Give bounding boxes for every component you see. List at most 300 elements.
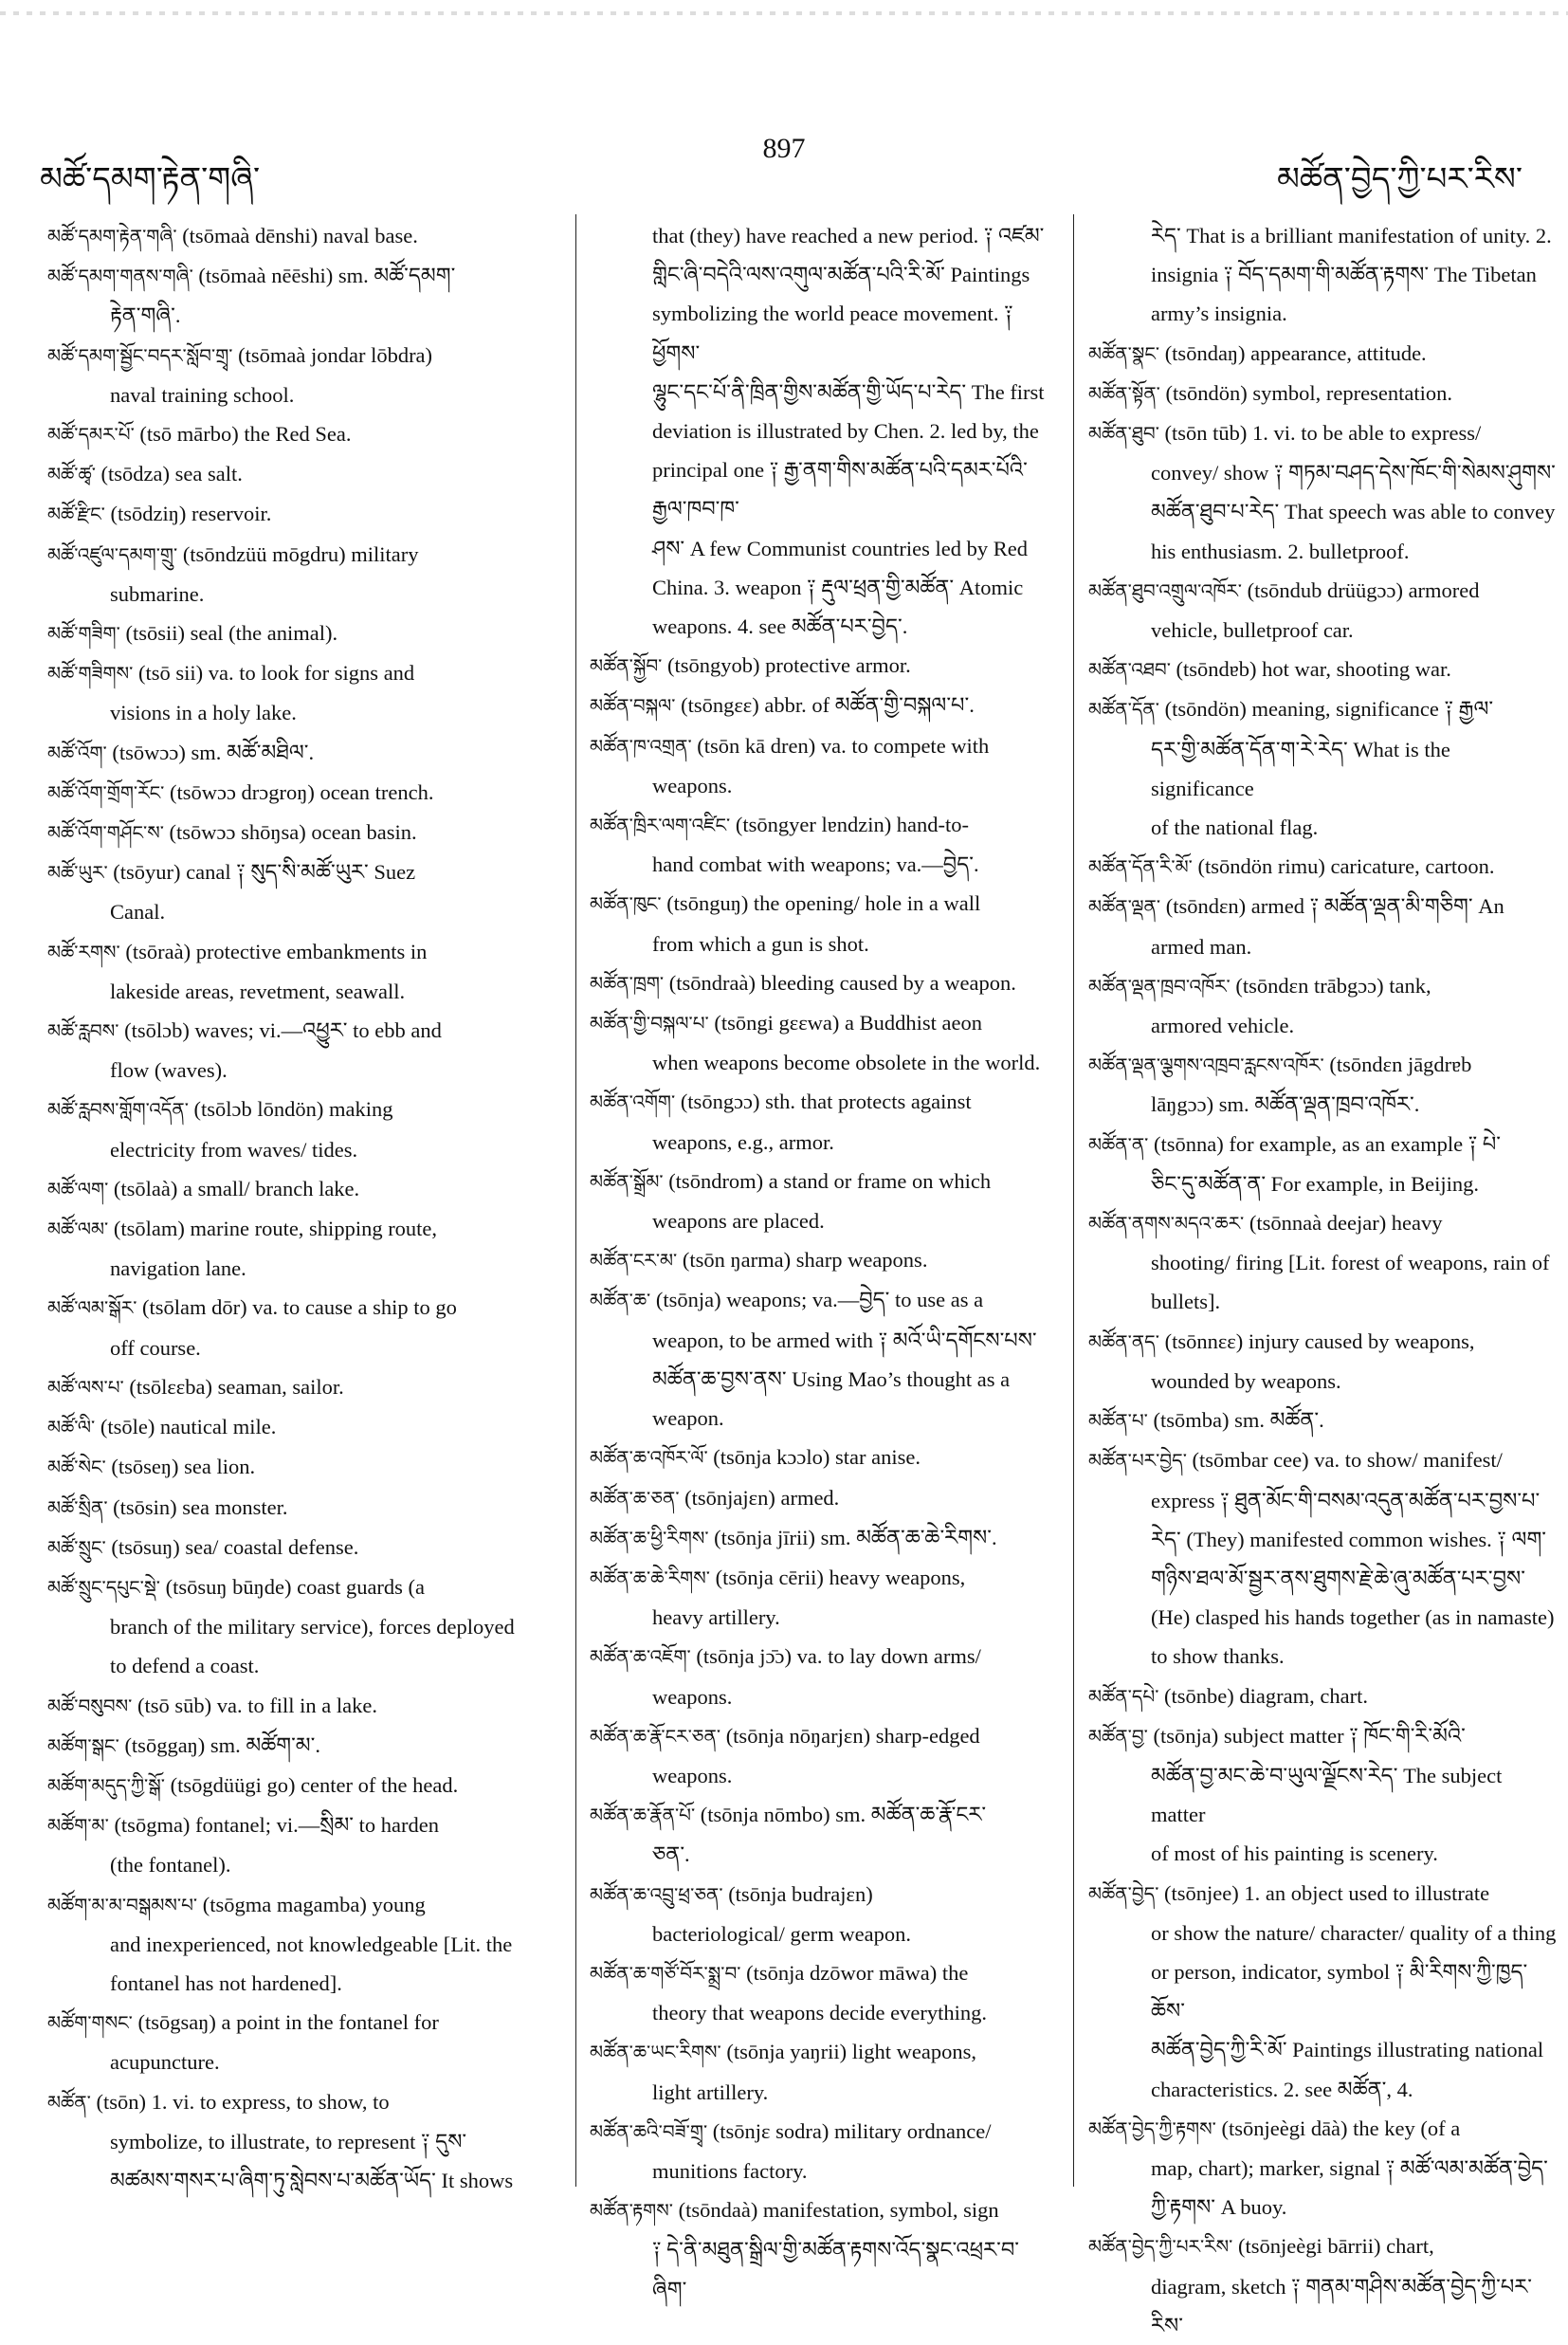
headword: མཚོན་ཆ་གཙོ་བོར་སྨྲ་བ་ — [590, 1961, 741, 1985]
definition-continuation: acupuncture. — [110, 2050, 220, 2075]
headword: མཚོན་ཆ་འཇོག་ — [590, 1645, 691, 1669]
definition-text: (tsōnjajɛn) armed. — [679, 1485, 840, 1510]
definition-text: (tsō sii) va. to look for signs and — [133, 661, 415, 686]
definition-continuation: symbolizing the world peace movement. ༑ ཕྱོགས་ — [652, 302, 1013, 365]
definition-text: (tsōnja) weapons; va.—བྱེད་ to use as a — [650, 1288, 984, 1312]
headword: མཚོག་གསང་ — [47, 2011, 133, 2035]
dictionary-entry — [47, 813, 555, 852]
definition-continuation: deviation is illustrated by Chen. 2. led by, the — [652, 419, 1039, 444]
headword: མཚོ་ཡུར་ — [47, 861, 108, 885]
definition-continuation: མཚོན་བྱེད་ཀྱི་རི་མོ་ Paintings illustrating national — [1151, 2038, 1544, 2062]
definition-continuation: weapons. — [652, 1763, 733, 1787]
definition-text: (tsōnja jɔ̄ɔ) va. to lay down arms/ — [690, 1644, 981, 1669]
headword: མཚོན་ལྡན་ལྕགས་འཁྲབ་རླངས་འཁོར་ — [1088, 1053, 1324, 1077]
dictionary-entry — [590, 1240, 1050, 1280]
dictionary-entry — [590, 805, 1050, 845]
dictionary-entry — [47, 1367, 555, 1407]
definition-text: (tsōgdüügi go) center of the head. — [164, 1772, 459, 1797]
definition-text: (tsōsuŋ) sea/ coastal defense. — [105, 1534, 359, 1559]
headword: མཚོན་བྱེད་ — [1088, 1881, 1159, 1905]
definition-continuation: bullets]. — [1151, 1290, 1221, 1314]
dictionary-entry — [590, 1478, 1050, 1518]
dictionary-entry — [590, 646, 1050, 686]
definition-continuation: (He) clasped his hands together (as in namaste) — [1151, 1605, 1555, 1630]
headword: མཚོན་ནགས་མདའ་ཆར་ — [1088, 1212, 1245, 1236]
definition-text: (tsōndraà) bleeding caused by a weapon. — [664, 970, 1016, 995]
definition-continuation: (the fontanel). — [110, 1853, 231, 1878]
dictionary-entry — [590, 686, 1050, 725]
definition-text: (tsōgma magamba) young — [197, 1892, 426, 1916]
definition-text: (tsōnja yaŋrii) light weapons, — [720, 2040, 976, 2064]
dictionary-entry — [47, 653, 555, 693]
definition-continuation: of the national flag. — [1151, 815, 1319, 840]
definition-text: (tsōnnaà deejar) heavy — [1244, 1211, 1443, 1236]
dictionary-entry — [590, 1716, 1050, 1756]
dictionary-entry — [1088, 1203, 1559, 1243]
definition-continuation: or person, indicator, symbol ༑ མི་རིགས་ཀྱི་ཁྱད་ཆོས་ — [1151, 1959, 1528, 2024]
definition-text: (tsōngɔɔ) sth. that protects against — [675, 1090, 972, 1114]
definition-text: (tsōn kā dren) va. to compete with — [691, 733, 990, 758]
definition-continuation: lakeside areas, revetment, seawall. — [110, 979, 406, 1003]
dictionary-entry — [590, 1438, 1050, 1477]
dictionary-entry — [47, 1011, 555, 1051]
definition-continuation: vehicle, bulletproof car. — [1151, 618, 1354, 643]
definition-text: (tsōdza) sea salt. — [95, 462, 243, 486]
definition-continuation: flow (waves). — [110, 1058, 228, 1083]
dictionary-entry — [590, 1795, 1050, 1835]
dictionary-entry — [590, 1875, 1050, 1914]
definition-text: (tsōndɐb) hot war, shooting war. — [1170, 657, 1451, 682]
dictionary-entry — [1088, 1716, 1559, 1756]
headword: མཚོན་ཆ་ — [590, 1289, 651, 1312]
definition-text: (tsōndɛn) armed ༑ མཚོན་ལྡན་མི་གཅིག་ An — [1160, 894, 1504, 919]
dictionary-entry — [47, 773, 555, 813]
definition-continuation: weapons. — [652, 1684, 733, 1709]
definition-text: (tsōndön) symbol, representation. — [1159, 380, 1452, 405]
definition-continuation: navigation lane. — [110, 1256, 246, 1281]
headword: མཚོན་ཆ་རྣོ་ངར་ཅན་ — [590, 1724, 721, 1748]
headword: མཚོ་རླབས་གློག་འདོན་ — [47, 1098, 189, 1122]
definition-continuation: that (they) have reached a new period. ༑ འཛམ་ — [652, 224, 1045, 247]
definition-continuation: ཅིང་དུ་མཚོན་ན་ For example, in Beijing. — [1151, 1171, 1480, 1196]
definition-continuation: weapon. — [652, 1406, 724, 1431]
dictionary-entry — [47, 1726, 555, 1766]
column-divider — [575, 214, 576, 2187]
definition-text: (tsōndɛn trābgɔɔ) tank, — [1230, 973, 1431, 998]
dictionary-entry — [47, 1686, 555, 1726]
headword: མཚོ་འོག་གྲོག་རོང་ — [47, 780, 165, 804]
definition-text: (tsōn) 1. vi. to express, to show, to — [90, 2089, 390, 2114]
definition-continuation: light artillery. — [652, 2079, 769, 2104]
definition-text: (tsōnja nōŋarjɛn) sharp-edged — [720, 1723, 980, 1748]
definition-continuation: theory that weapons decide everything. — [652, 2001, 988, 2025]
dictionary-entry — [590, 884, 1050, 924]
definition-continuation: and inexperienced, not knowledgeable [Lit. the — [110, 1932, 513, 1956]
definition-text: (tsōngi gɛɛwa) a Buddhist aeon — [708, 1011, 982, 1035]
definition-text: (tsōnja jīrii) sm. མཚོན་ཆ་ཆེ་རིགས་. — [708, 1525, 997, 1549]
definition-text: (tsōlam) marine route, shipping route, — [108, 1217, 438, 1241]
headword: མཚོག་མ་ — [47, 1814, 109, 1838]
dictionary-entry — [590, 1518, 1050, 1558]
definition-continuation: hand combat with weapons; va.—བྱེད་. — [652, 852, 979, 877]
definition-continuation: armored vehicle. — [1151, 1014, 1295, 1038]
headword: མཚོན་པ་ — [1088, 1409, 1148, 1433]
headword: མཚོག་མདུད་ཀྱི་སྒོ་ — [47, 1773, 165, 1797]
dictionary-entry — [590, 1637, 1050, 1676]
definition-text: (tsōnna) for example, as an example ༑ པེ་ — [1148, 1131, 1502, 1156]
definition-text: (tsōn ŋarma) sharp weapons. — [677, 1248, 928, 1273]
definition-continuation: weapons. 4. see མཚོན་པར་བྱེད་. — [652, 614, 908, 639]
definition-text: (tsōlɔb lōndön) making — [188, 1097, 393, 1122]
headword: མཚོན་ན་ — [1088, 1132, 1149, 1156]
definition-continuation: visions in a holy lake. — [110, 701, 297, 725]
definition-text: (tsōndub drüügɔɔ) armored — [1241, 577, 1480, 602]
headword: མཚོ་སྲུང་དཔུང་སྡེ་ — [47, 1575, 160, 1599]
headword: མཚོ་དམག་རྟེན་གཞི་ — [47, 225, 177, 247]
definition-continuation: express ༑ ཐུན་མོང་གི་བསམ་འདུན་མཚོན་པར་བྱས་པ་ — [1151, 1488, 1541, 1512]
definition-text: (tsōndaŋ) appearance, attitude. — [1159, 340, 1427, 365]
dictionary-entry — [1088, 1125, 1559, 1164]
definition-text: (tsōsii) seal (the animal). — [119, 621, 338, 646]
definition-text: (tsōgsaŋ) a point in the fontanel for — [132, 2010, 439, 2035]
headword: མཚོན་ནད་ — [1088, 1329, 1159, 1353]
dictionary-entry — [590, 1162, 1050, 1201]
definition-text: (tsōmba) sm. མཚོན་. — [1147, 1408, 1324, 1433]
dictionary-entry — [1088, 966, 1559, 1006]
headword: མཚོན་ཆ་ཅན་ — [590, 1486, 680, 1510]
definition-continuation: his enthusiasm. 2. bulletproof. — [1151, 539, 1410, 563]
headword: མཚོན་ཆ་རྣོན་པོ་ — [590, 1804, 696, 1827]
definition-text: (tsōnguŋ) the opening/ hole in a wall — [661, 891, 981, 916]
definition-continuation: shooting/ firing [Lit. forest of weapons, rain of — [1151, 1251, 1550, 1275]
definition-continuation: diagram, sketch ༑ གནམ་གཤིས་མཚོན་བྱེད་ཀྱི་པར་རིས་ — [1151, 2274, 1532, 2337]
definition-text: (tsōmaà jondar lōbdra) — [232, 342, 433, 367]
definition-continuation: characteristics. 2. see མཚོན་, 4. — [1151, 2077, 1413, 2101]
definition-continuation: or show the nature/ character/ quality of a thing — [1151, 1920, 1557, 1945]
definition-text: (tsōseŋ) sea lion. — [105, 1455, 256, 1479]
headword: མཚོ་དམག་སྦྱོང་བདར་སློབ་གྲྭ་ — [47, 343, 233, 367]
headword: མཚོ་འཛུལ་དམག་གྲུ་ — [47, 542, 178, 566]
dictionary-entry — [1088, 1440, 1559, 1480]
dictionary-entry — [47, 454, 555, 494]
dictionary-entry — [1088, 847, 1559, 887]
definition-text: (tsōlam dōr) va. to cause a ship to go — [137, 1295, 457, 1320]
headword: མཚོན་ཆ་འབྲུ་ཕྲ་ཅན་ — [590, 1882, 723, 1906]
headword: མཚོ་འོག་གཤོང་ས་ — [47, 821, 164, 845]
headword: མཚོ་རྫིང་ — [47, 503, 105, 526]
definition-text: (tsōyur) canal ༑ སུད་སི་མཚོ་ཡུར་ Suez — [107, 860, 416, 885]
dictionary-entry — [1088, 887, 1559, 926]
dictionary-entry — [1088, 413, 1559, 453]
headword: མཚོན་ངར་མ་ — [590, 1249, 678, 1273]
dictionary-entry — [47, 1805, 555, 1845]
headword: མཚོ་གཟིག་ — [47, 622, 120, 646]
headword: མཚོ་ལམ་ — [47, 1218, 109, 1241]
dictionary-entry — [590, 2112, 1050, 2152]
dictionary-entry — [1088, 1874, 1559, 1914]
definition-continuation: symbolize, to illustrate, to represent ༑ དུས་ — [110, 2129, 467, 2153]
definition-text: (tsōlaà) a small/ branch lake. — [108, 1176, 360, 1200]
definition-text: (tsōle) nautical mile. — [95, 1415, 277, 1439]
dictionary-entry — [590, 726, 1050, 766]
definition-text: (tsōgma) fontanel; vi.—སྲིམ་ to harden — [108, 1813, 439, 1838]
dictionary-entry — [47, 494, 555, 534]
definition-continuation: རེད་ That is a brilliant manifestation of unity. 2. — [1151, 224, 1552, 247]
definition-text: (tsōngɛɛ) abbr. of མཚོན་གྱི་བསྐལ་པ་. — [675, 693, 975, 718]
dictionary-entry — [47, 1288, 555, 1328]
definition-continuation: ཅན་. — [652, 1842, 690, 1867]
definition-continuation: map, chart); marker, signal ༑ མཚོ་ལམ་མཚོན་བྱེད་ — [1151, 2155, 1548, 2180]
definition-continuation: རེད་ (They) manifested common wishes. ༑ ལག་ — [1151, 1527, 1547, 1551]
headword: མཚོ་འོག་ — [47, 741, 107, 764]
definition-text: (tsōmaà nēēshi) sm. མཚོ་དམག་ — [192, 264, 456, 288]
definition-continuation: wounded by weapons. — [1151, 1368, 1341, 1393]
headword: མཚོན་སྐྱོབ་ — [590, 654, 663, 678]
dictionary-entry — [47, 733, 555, 773]
definition-continuation: weapon, to be armed with ༑ མའོ་ཡི་དགོངས་པས་ — [652, 1328, 1037, 1352]
dictionary-entry — [1088, 1401, 1559, 1440]
definition-continuation: weapons. — [652, 773, 733, 797]
definition-text: (tsōwɔɔ shōŋsa) ocean basin. — [163, 820, 417, 845]
definition-continuation: from which a gun is shot. — [652, 931, 869, 956]
headword: མཚོ་སྲུང་ — [47, 1535, 106, 1559]
definition-continuation: རྟེན་གཞི་. — [110, 303, 181, 328]
definition-continuation: གཉིས་ཐལ་མོ་སྦྱར་ནས་ཐུགས་རྗེ་ཆེ་ཞུ་མཚོན་པར་བྱས་ — [1151, 1566, 1525, 1590]
dictionary-entry — [47, 414, 555, 454]
definition-text: (tsōndön rimu) caricature, cartoon. — [1192, 854, 1495, 879]
headword: མཚོན་བསྐལ་ — [590, 694, 676, 718]
definition-continuation: ལྷུང་དང་པོ་ནི་ཁྲིན་གྱིས་མཚོན་གྱི་ཡོད་པ་རེད་ The first — [652, 379, 1045, 404]
headword: མཚོན་ཆ་ཆེ་རིགས་ — [590, 1566, 710, 1589]
column-divider — [1073, 214, 1074, 2187]
dictionary-entry — [47, 1488, 555, 1528]
headword: མཚོན་ཐུབ་ — [1088, 422, 1159, 446]
definition-text: (tsōnjeègi bārrii) chart, — [1232, 2234, 1434, 2259]
definition-text: (tsōnja dzōwor māwa) the — [740, 1960, 969, 1985]
definition-text: (tsōmaà dēnshi) naval base. — [176, 224, 418, 247]
headword: མཚོན་ཁུང་ — [590, 892, 662, 916]
definition-text: (tsōwɔɔ drɔgroŋ) ocean trench. — [164, 779, 434, 804]
definition-continuation: armed man. — [1151, 934, 1252, 959]
dictionary-entry — [47, 1766, 555, 1805]
definition-text: (tsōngyer lɐndzin) hand-to- — [730, 813, 970, 837]
dictionary-entry — [1088, 2109, 1559, 2149]
dictionary-entry — [47, 336, 555, 376]
headword: མཚོ་རགས་ — [47, 940, 120, 963]
headword: མཚོན་ཆ་འཁོར་ལོ་ — [590, 1446, 708, 1470]
dictionary-column-3 — [1088, 216, 1559, 2345]
definition-text: (tsōsuŋ būŋde) coast guards (a — [159, 1574, 426, 1599]
headword: མཚོན་བྱེད་ཀྱི་པར་རིས་ — [1088, 2235, 1233, 2259]
definition-continuation: གླིང་ཞི་བདེའི་ལས་འགུལ་མཚོན་པའི་རི་མོ་ Paintings — [652, 263, 1030, 287]
headword: མཚོན་ཁ་འགྲན་ — [590, 734, 692, 758]
definition-continuation: to defend a coast. — [110, 1654, 260, 1678]
dictionary-entry — [590, 2190, 1050, 2230]
headword: མཚོན་འགོག་ — [590, 1090, 676, 1114]
headword: མཚོན་ལྡན་ — [1088, 895, 1161, 919]
dictionary-entry — [1088, 1676, 1559, 1716]
dictionary-entry — [590, 1953, 1050, 1993]
definition-text: (tsōnja kɔɔlo) star anise. — [707, 1445, 921, 1470]
dictionary-entry — [590, 2032, 1050, 2072]
scan-top-edge — [0, 11, 1568, 15]
dictionary-entry — [47, 1407, 555, 1447]
definition-continuation: to show thanks. — [1151, 1644, 1285, 1669]
definition-text: (tsōsin) sea monster. — [107, 1494, 288, 1519]
definition-continuation: ༑ དེ་ནི་མཐུན་སྒྲིལ་གྱི་མཚོན་རྟགས་འོད་སྣང་འཕྲར་བ་ཞིག་ — [652, 2238, 1020, 2301]
definition-continuation: naval training school. — [110, 382, 295, 407]
dictionary-entry — [1088, 374, 1559, 413]
definition-text: (tsōggaŋ) sm. མཚོག་མ་. — [119, 1732, 320, 1757]
definition-continuation: convey/ show ༑ གཏམ་བཤད་དེས་ཁོང་གི་སེམས་ཤུགས་ — [1151, 461, 1556, 485]
dictionary-entry — [47, 1209, 555, 1249]
definition-text: (tsōnja nōmbo) sm. མཚོན་ཆ་རྣོ་ངར་ — [695, 1803, 987, 1827]
headword: མཚོ་དམར་པོ་ — [47, 423, 135, 447]
definition-continuation: when weapons become obsolete in the world. — [652, 1051, 1041, 1075]
dictionary-entry — [590, 1003, 1050, 1043]
dictionary-entry — [47, 216, 555, 256]
headword: མཚོ་བསུབས་ — [47, 1694, 133, 1717]
headword: མཚོན་ཆ་ཕྱི་རིགས་ — [590, 1526, 709, 1549]
definition-continuation: off course. — [110, 1335, 201, 1360]
definition-continuation: insignia ༑ བོད་དམག་གི་མཚོན་རྟགས་ The Tibetan — [1151, 263, 1537, 287]
headword: མཚོན་བྱེད་ཀྱི་རྟགས་ — [1088, 2116, 1216, 2140]
definition-continuation: fontanel has not hardened]. — [110, 1970, 342, 1995]
definition-continuation: lāŋgɔɔ) sm. མཚོན་ལྡན་ཁྲབ་འཁོར་. — [1151, 1092, 1420, 1117]
definition-text: (tsōdziŋ) reservoir. — [104, 502, 272, 526]
definition-text: (tsōndrom) a stand or frame on which — [663, 1168, 992, 1193]
headword: མཚོ་གཟིགས་ — [47, 662, 134, 686]
dictionary-entry — [47, 1885, 555, 1925]
definition-continuation: weapons are placed. — [652, 1209, 825, 1234]
definition-text: (tsōnnɛɛ) injury caused by weapons, — [1158, 1328, 1475, 1353]
headword: མཚོ་ལམ་སྒོར་ — [47, 1296, 137, 1320]
definition-text: (tsōndön) meaning, significance ༑ རྒྱལ་ — [1158, 697, 1494, 722]
definition-continuation: ཤས་ A few Communist countries led by Red — [652, 536, 1028, 560]
definition-text: (tsōnbe) diagram, chart. — [1158, 1683, 1368, 1708]
definition-text: (tsō mārbo) the Red Sea. — [134, 422, 352, 447]
headword: མཚོན་ — [47, 2090, 91, 2114]
definition-continuation: army’s insignia. — [1151, 302, 1287, 326]
dictionary-entry — [47, 614, 555, 653]
headword: མཚོ་ལས་པ་ — [47, 1375, 124, 1399]
headword: མཚོག་མ་མ་བསྒམས་པ་ — [47, 1893, 198, 1916]
definition-text: (tsōndzüü mōgdru) military — [177, 541, 419, 566]
definition-continuation: ཀྱི་རྟགས་ A buoy. — [1151, 2195, 1287, 2220]
headword: མཚོན་སྒྲོམ་ — [590, 1169, 664, 1193]
definition-continuation: Canal. — [110, 900, 166, 925]
definition-text: (tsōnja budrajɛn) — [722, 1881, 873, 1906]
definition-text: (tsōnja) subject matter ༑ ཁོང་གི་རི་མོའི་ — [1147, 1723, 1466, 1748]
definition-text: (tsōndɛn jāgdrɐb — [1323, 1053, 1472, 1077]
headword: མཚོ་སེང་ — [47, 1456, 106, 1479]
definition-text: (tsōraà) protective embankments in — [119, 939, 428, 963]
dictionary-entry — [47, 535, 555, 575]
definition-continuation: དར་གྱི་མཚོན་དོན་ག་རེ་རེད་ What is the significance — [1151, 737, 1450, 800]
headword: མཚོ་སྲིན་ — [47, 1495, 108, 1519]
definition-continuation: submarine. — [110, 581, 205, 606]
definition-text: (tsōnjɛ sodra) military ordnance/ — [707, 2118, 992, 2143]
headword: མཚོན་ཁྲིར་ལག་འཛིང་ — [590, 814, 731, 837]
dictionary-entry — [47, 1090, 555, 1129]
headword: མཚོན་དཔེ་ — [1088, 1684, 1159, 1708]
headword: མཚོ་ལག་ — [47, 1177, 109, 1200]
headword: མཚོ་རླབས་ — [47, 1019, 119, 1043]
definition-text: (tsōn tūb) 1. vi. to be able to express/ — [1158, 421, 1482, 446]
definition-continuation: weapons, e.g., armor. — [652, 1129, 834, 1154]
dictionary-entry — [47, 256, 555, 296]
headword: མཚོན་གྱི་བསྐལ་པ་ — [590, 1012, 709, 1035]
headword: མཚོན་ཁྲག་ — [590, 971, 665, 995]
dictionary-entry — [590, 1558, 1050, 1598]
headword: མཚོ་དམག་གནས་གཞི་ — [47, 265, 193, 288]
dictionary-entry — [1088, 571, 1559, 611]
definition-text: (tsōngyob) protective armor. — [662, 653, 911, 678]
dictionary-entry — [47, 1169, 555, 1209]
definition-text: (tsōmbar cee) va. to show/ manifest/ — [1186, 1448, 1503, 1473]
headword: མཚོ་ཚྭ་ — [47, 463, 96, 486]
definition-continuation: of most of his painting is scenery. — [1151, 1841, 1438, 1866]
headword: མཚོན་དོན་ — [1088, 698, 1159, 722]
definition-text: (tsōlɛɛba) seaman, sailor. — [123, 1374, 344, 1399]
definition-text: (tsōnja cērii) heavy weapons, — [709, 1565, 966, 1589]
dictionary-entry — [1088, 334, 1559, 374]
headword: མཚོག་སྒང་ — [47, 1733, 119, 1757]
dictionary-entry — [47, 2003, 555, 2043]
headword: མཚོན་ཆ་ཡང་རིགས་ — [590, 2041, 721, 2064]
definition-continuation: electricity from waves/ tides. — [110, 1137, 358, 1162]
definition-continuation: branch of the military service), forces deployed — [110, 1615, 515, 1640]
headword: མཚོ་ལི་ — [47, 1416, 96, 1439]
dictionary-entry — [47, 2082, 555, 2122]
headword: མཚོན་ཐུབ་འགྲུལ་འཁོར་ — [1088, 578, 1242, 602]
definition-text: (tsōwɔɔ) sm. མཚོ་མཐིལ་. — [106, 740, 315, 764]
dictionary-entry — [47, 852, 555, 892]
definition-continuation: principal one ༑ རྒྱ་ནག་གིས་མཚོན་པའི་དམར་པོའི་རྒྱལ་ཁབ་ཁ་ — [652, 458, 1028, 522]
definition-continuation: མཚོན་ཐུབ་པ་རེད་ That speech was able to convey — [1151, 500, 1556, 524]
running-head-right: མཚོན་བྱེད་ཀྱི་པར་རིས་ — [1277, 160, 1522, 198]
definition-continuation: China. 3. weapon ༑ རྡུལ་ཕྲན་གྱི་མཚོན་ Atomic — [652, 575, 1024, 599]
dictionary-entry — [590, 1280, 1050, 1320]
dictionary-entry — [590, 963, 1050, 1003]
definition-continuation: heavy artillery. — [652, 1605, 780, 1630]
dictionary-entry — [590, 1082, 1050, 1122]
dictionary-entry — [47, 1447, 555, 1487]
definition-continuation: མཚོན་ཆ་བྱས་ནས་ Using Mao’s thought as a — [652, 1366, 1011, 1391]
headword: མཚོན་ལྡན་ཁྲབ་འཁོར་ — [1088, 974, 1231, 998]
headword: མཚོན་སྟོན་ — [1088, 381, 1160, 405]
dictionary-entry — [47, 932, 555, 972]
dictionary-entry — [1088, 689, 1559, 729]
dictionary-entry — [1088, 2226, 1559, 2266]
definition-continuation: མཚོན་བྱ་མང་ཆེ་བ་ཡུལ་ལྗོངས་རེད་ The subject matter — [1151, 1763, 1503, 1827]
definition-continuation: bacteriological/ germ weapon. — [652, 1921, 912, 1946]
headword: མཚོན་བྱ་ — [1088, 1724, 1148, 1748]
headword: མཚོན་པར་བྱེད་ — [1088, 1449, 1187, 1473]
definition-text: (tsō sūb) va. to fill in a lake. — [132, 1693, 378, 1717]
dictionary-entry — [1088, 1322, 1559, 1362]
headword: མཚོན་རྟགས་ — [590, 2199, 673, 2223]
headword: མཚོན་སྣང་ — [1088, 341, 1160, 365]
definition-text: (tsōndaà) manifestation, symbol, sign — [672, 2198, 999, 2223]
headword: མཚོན་དོན་རི་མོ་ — [1088, 855, 1193, 879]
definition-continuation: munitions factory. — [652, 2158, 808, 2183]
definition-continuation: མཚམས་གསར་པ་ཞིག་ཏུ་སླེབས་པ་མཚོན་ཡོད་ It shows — [110, 2168, 514, 2192]
definition-text: (tsōnjee) 1. an object used to illustrate — [1158, 1880, 1490, 1905]
dictionary-entry — [1088, 650, 1559, 689]
dictionary-entry — [47, 1528, 555, 1567]
definition-text: (tsōnjeègi dāà) the key (of a — [1215, 2116, 1461, 2140]
